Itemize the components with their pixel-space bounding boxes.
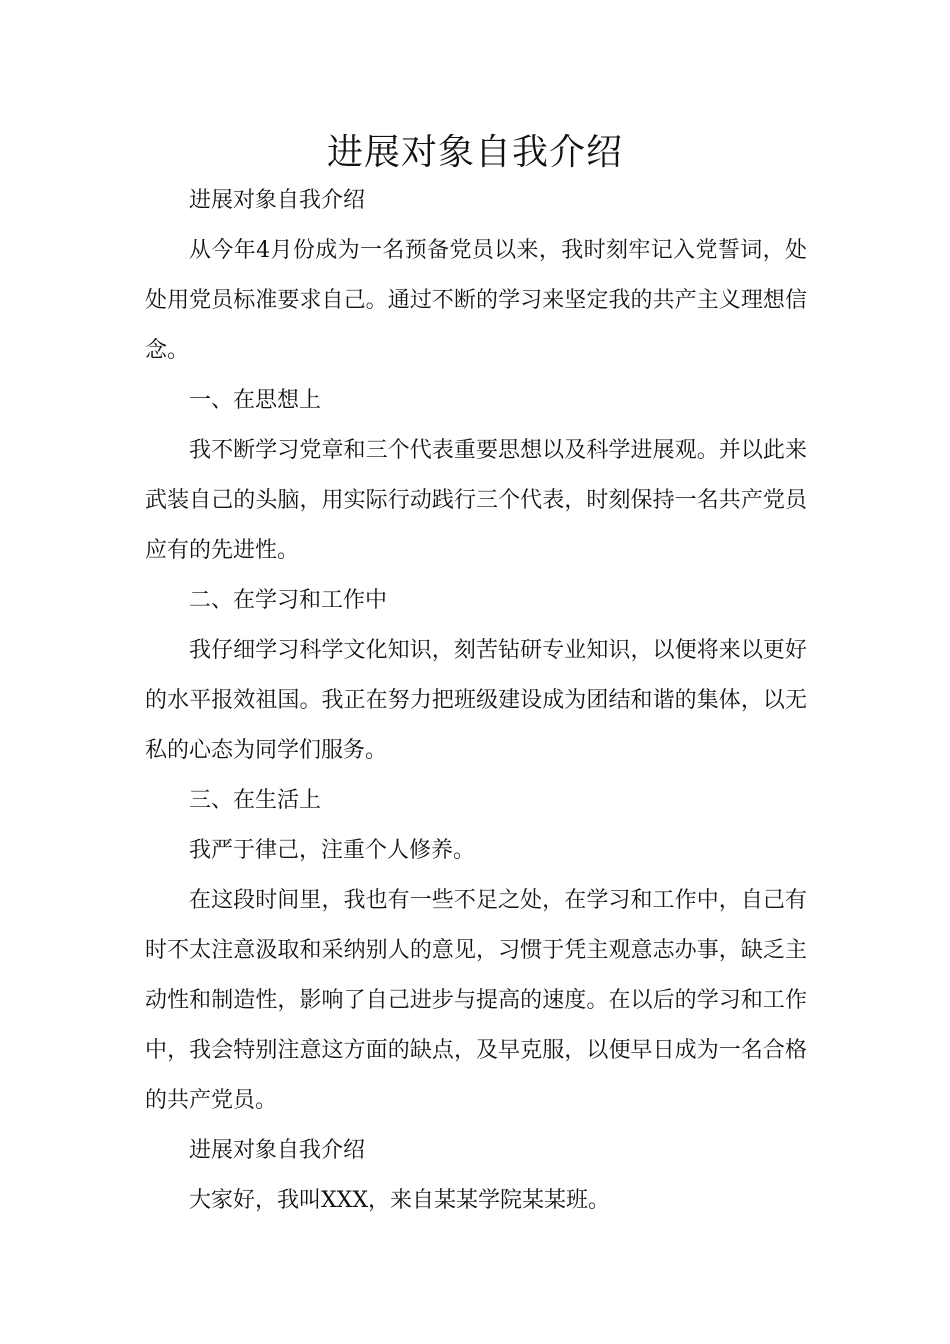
document-title: 进展对象自我介绍 <box>326 132 623 173</box>
paragraph-greeting: 大家好，我叫XXX，来自某某学院某某班。 <box>189 1188 610 1213</box>
paragraph-shortcomings: 在这段时间里，我也有一些不足之处，在学习和工作中，自己有时不太注意汲取和采纳别人的意见，习惯于凭主观意志办事，缺乏主动性和制造性，影响了自己进步与提高的速度。在以后的学习和工作中，我会特别注意这方面的缺点，及早克服，以便早日成为一名合格的共产党员。 <box>145 888 807 1113</box>
section-heading-thought: 一、在思想上 <box>189 388 322 413</box>
paragraph-thought: 我不断学习党章和三个代表重要思想以及科学进展观。并以此来武装自己的头脑，用实际行动践行三个代表，时刻保持一名共产党员应有的先进性。 <box>145 438 807 563</box>
document-body <box>145 176 807 1226</box>
paragraph-study-work: 我仔细学习科学文化知识，刻苦钻研专业知识，以便将来以更好的水平报效祖国。我正在努力把班级建设成为团结和谐的集体，以无私的心态为同学们服务。 <box>145 638 807 763</box>
section-heading-study-work: 二、在学习和工作中 <box>189 588 388 613</box>
section-heading-life: 三、在生活上 <box>189 788 322 813</box>
paragraph-second-heading: 进展对象自我介绍 <box>189 1138 366 1163</box>
paragraph-life: 我严于律己，注重个人修养。 <box>189 838 476 863</box>
paragraph-intro: 从今年4月份成为一名预备党员以来，我时刻牢记入党誓词，处处用党员标准要求自己。通过不断的学习来坚定我的共产主义理想信念。 <box>145 238 807 363</box>
paragraph-subtitle: 进展对象自我介绍 <box>189 188 366 213</box>
